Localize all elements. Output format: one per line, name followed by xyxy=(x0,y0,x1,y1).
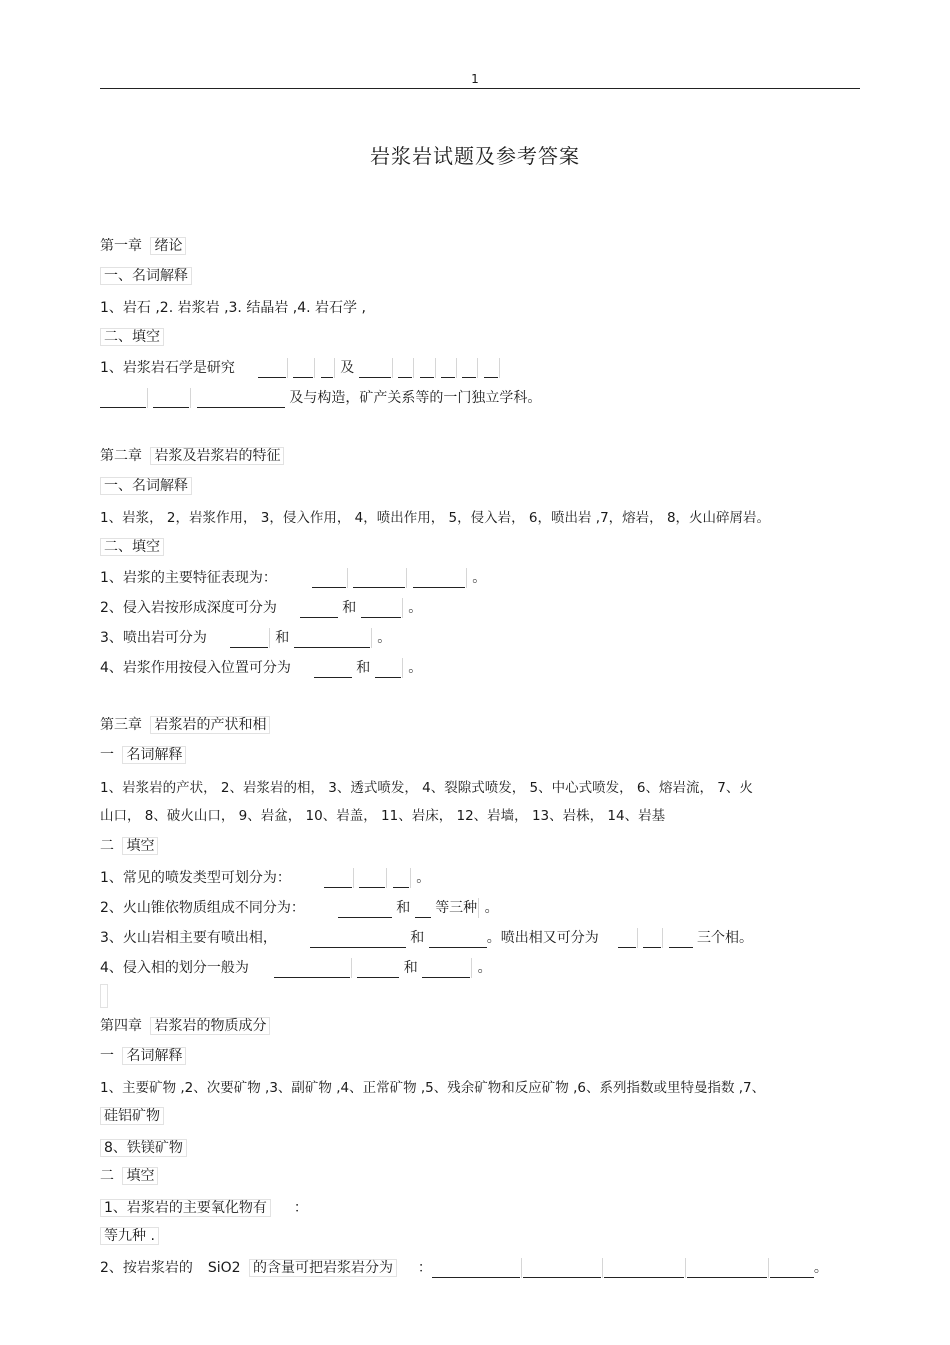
answer-blank xyxy=(393,870,409,888)
question-text: 3、火山岩相主要有喷出相， xyxy=(100,930,277,946)
section-label: 名词解释 xyxy=(122,746,186,764)
ch2-terms-list: 1、岩浆， 2，岩浆作用， 3，侵入作用， 4，喷出作用， 5，侵入岩， 6，喷出岩 ,7，熔岩， 8，火山碎屑岩。 xyxy=(100,510,771,526)
chapter-1-heading xyxy=(100,236,186,256)
answer-blank xyxy=(687,1260,767,1278)
header-rule xyxy=(100,88,860,89)
end-mark: 。 xyxy=(408,660,423,676)
answer-blank xyxy=(153,390,189,408)
answer-blank xyxy=(353,570,405,588)
chapter-name: 岩浆岩的产状和相 xyxy=(150,716,270,734)
answer-blank xyxy=(415,900,431,918)
ch2-section-terms xyxy=(100,476,192,496)
question-text: 。喷出相又可分为 xyxy=(486,930,599,946)
section-label: 一、名词解释 xyxy=(100,267,192,285)
chapter-label: 第一章 xyxy=(100,238,142,254)
ch3-section-terms xyxy=(100,745,186,765)
question-text: 及与构造，矿产关系等的一门独立学科。 xyxy=(289,390,542,406)
ch3-section-fill xyxy=(100,836,158,856)
ch3-question-4 xyxy=(100,958,492,978)
ch4-section-terms xyxy=(100,1046,186,1066)
question-text: 三个相。 xyxy=(697,930,753,946)
answer-blank xyxy=(770,1260,814,1278)
ch3-question-2 xyxy=(100,898,499,918)
answer-blank xyxy=(669,930,693,948)
ch4-terms-line-3 xyxy=(100,1138,187,1158)
ch1-question-1 xyxy=(100,358,501,378)
chapter-4-heading xyxy=(100,1016,270,1036)
answer-blank xyxy=(422,960,470,978)
term-text: 8、铁镁矿物 xyxy=(100,1139,187,1157)
end-mark: 。 xyxy=(477,960,492,976)
and-word: 和 xyxy=(275,630,290,646)
section-label: 二、填空 xyxy=(100,538,164,556)
ch2-question-3 xyxy=(100,628,391,648)
question-text: 1、岩浆的主要特征表现为： xyxy=(100,570,277,586)
and-word: 和 xyxy=(403,960,418,976)
section-label: 二、填空 xyxy=(100,328,164,346)
question-text: 等三种 xyxy=(435,900,478,916)
answer-blank xyxy=(462,360,476,378)
section-label: 名词解释 xyxy=(122,1047,186,1065)
chapter-label: 第四章 xyxy=(100,1018,142,1034)
answer-blank xyxy=(523,1260,601,1278)
answer-blank xyxy=(398,360,412,378)
ch4-section-fill xyxy=(100,1166,158,1186)
document-title: 岩浆岩试题及参考答案 xyxy=(370,144,580,168)
answer-blank xyxy=(357,960,399,978)
answer-blank xyxy=(324,870,352,888)
colon-mark: ： xyxy=(417,1260,432,1276)
chapter-label: 第三章 xyxy=(100,717,142,733)
ch1-section-fill xyxy=(100,327,164,347)
chapter-label: 第二章 xyxy=(100,448,142,464)
section-number: 二 xyxy=(100,838,114,854)
end-mark: 。 xyxy=(408,600,423,616)
and-word: 和 xyxy=(356,660,371,676)
answer-blank xyxy=(274,960,350,978)
answer-blank xyxy=(294,630,370,648)
ch4-question-2 xyxy=(100,1258,828,1278)
answer-blank xyxy=(338,900,392,918)
question-text: 2、按岩浆岩的 xyxy=(100,1260,193,1276)
and-word: 和 xyxy=(342,600,357,616)
question-text: 的含量可把岩浆岩分为 xyxy=(249,1259,397,1277)
end-mark: 。 xyxy=(484,900,499,916)
question-text: 2、火山锥依物质组成不同分为： xyxy=(100,900,305,916)
answer-blank xyxy=(293,360,313,378)
answer-blank xyxy=(300,600,338,618)
answer-blank xyxy=(230,630,268,648)
ch3-question-1 xyxy=(100,868,430,888)
and-word: 和 xyxy=(410,930,425,946)
answer-blank xyxy=(618,930,636,948)
chapter-2-heading xyxy=(100,446,284,466)
ch4-question-1 xyxy=(100,1198,308,1218)
answer-blank xyxy=(359,360,391,378)
section-label: 填空 xyxy=(122,837,158,855)
answer-blank xyxy=(314,660,352,678)
and-word: 和 xyxy=(396,900,411,916)
chapter-name: 岩浆及岩浆岩的特征 xyxy=(150,447,284,465)
question-text: 等九种 . xyxy=(100,1227,159,1245)
end-mark: 。 xyxy=(472,570,487,586)
ch2-question-4 xyxy=(100,658,422,678)
question-text: 1、岩浆岩石学是研究 xyxy=(100,360,235,376)
answer-blank xyxy=(420,360,434,378)
page-number: 1 xyxy=(471,72,479,86)
ch4-terms-line-1: 1、主要矿物 ,2、次要矿物 ,3、副矿物 ,4、正常矿物 ,5、残余矿物和反应矿物 ,6、系列指数或里特曼指数 ,7、 xyxy=(100,1080,766,1096)
end-mark: 。 xyxy=(416,870,431,886)
ch3-question-3 xyxy=(100,928,753,948)
section-label: 填空 xyxy=(122,1167,158,1185)
question-text: 1、常见的喷发类型可划分为： xyxy=(100,870,291,886)
answer-blank xyxy=(100,390,146,408)
question-text: 4、岩浆作用按侵入位置可分为 xyxy=(100,660,291,676)
section-number: 一 xyxy=(100,1048,114,1064)
answer-blank xyxy=(361,600,401,618)
chapter-name: 岩浆岩的物质成分 xyxy=(150,1017,270,1035)
and-word: 及 xyxy=(340,360,355,376)
colon-mark: ： xyxy=(293,1200,308,1216)
answer-blank xyxy=(429,930,487,948)
question-text: 2、侵入岩按形成深度可分为 xyxy=(100,600,277,616)
end-mark: 。 xyxy=(813,1260,828,1276)
answer-blank xyxy=(359,870,385,888)
answer-blank xyxy=(604,1260,684,1278)
ch4-question-1-cont xyxy=(100,1226,159,1246)
formula-text: SiO2 xyxy=(207,1260,241,1276)
answer-blank xyxy=(197,390,285,408)
ch1-terms-list: 1、岩石 ,2. 岩浆岩 ,3. 结晶岩 ,4. 岩石学 , xyxy=(100,300,366,316)
answer-blank xyxy=(258,360,286,378)
answer-blank xyxy=(441,360,455,378)
term-text: 硅铝矿物 xyxy=(100,1107,164,1125)
end-mark: 。 xyxy=(377,630,392,646)
chapter-3-heading xyxy=(100,715,270,735)
answer-blank xyxy=(312,570,346,588)
answer-blank xyxy=(413,570,465,588)
section-number: 二 xyxy=(100,1168,114,1184)
section-number: 一 xyxy=(100,747,114,763)
ch4-terms-line-2 xyxy=(100,1106,164,1126)
chapter-name: 绪论 xyxy=(150,237,186,255)
ch2-question-2 xyxy=(100,598,422,618)
empty-cell xyxy=(100,984,108,1008)
answer-blank xyxy=(432,1260,520,1278)
ch3-terms-line-2: 山口， 8、破火山口， 9、岩盆， 10、岩盖， 11、岩床， 12、岩墙， 13、岩株， 14、岩基 xyxy=(100,808,666,824)
ch2-section-fill xyxy=(100,537,164,557)
answer-blank xyxy=(484,360,498,378)
answer-blank xyxy=(310,930,406,948)
ch3-terms-line-1: 1、岩浆岩的产状， 2、岩浆岩的相， 3、透式喷发， 4、裂隙式喷发， 5、中心式喷发， 6、熔岩流， 7、火 xyxy=(100,780,753,796)
question-text: 4、侵入相的划分一般为 xyxy=(100,960,249,976)
ch2-question-1 xyxy=(100,568,486,588)
ch1-section-terms xyxy=(100,266,192,286)
question-text: 1、岩浆岩的主要氧化物有 xyxy=(100,1199,271,1217)
answer-blank xyxy=(375,660,401,678)
section-label: 一、名词解释 xyxy=(100,477,192,495)
answer-blank xyxy=(643,930,661,948)
ch1-question-1-cont xyxy=(100,388,541,408)
question-text: 3、喷出岩可分为 xyxy=(100,630,207,646)
answer-blank xyxy=(321,360,333,378)
